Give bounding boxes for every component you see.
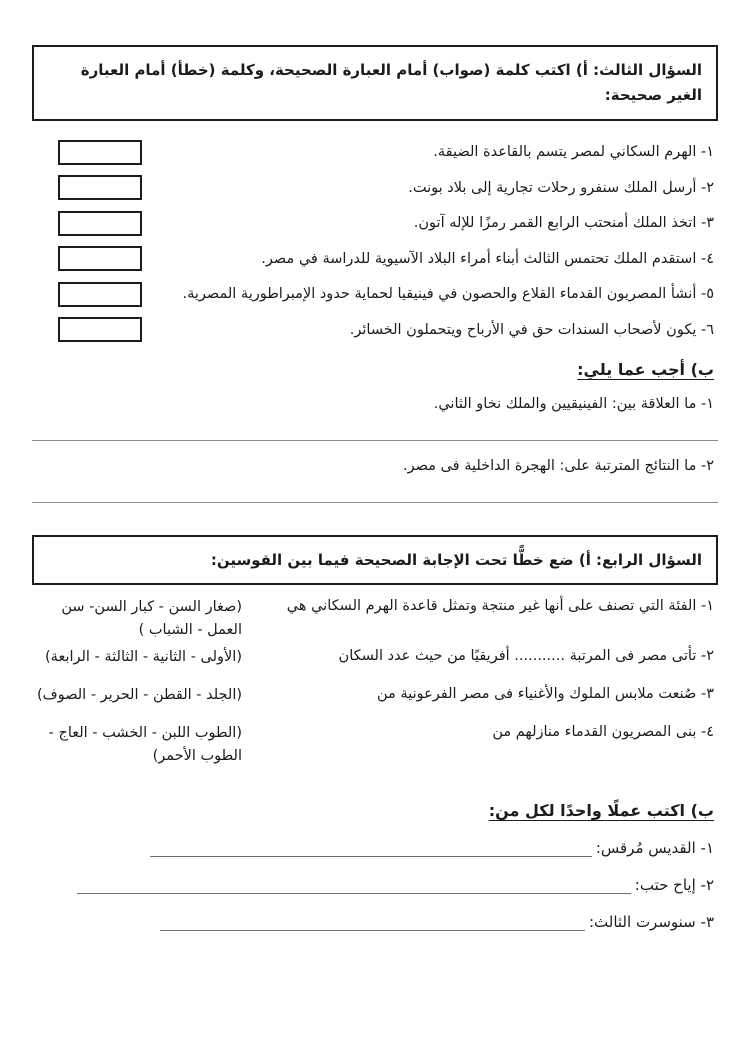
mcq-options[interactable]: (صغار السن - كبار السن- سن العمل - الشباب ) — [61, 599, 242, 638]
question3-header-box — [32, 45, 718, 121]
statement-text: ٣- اتخذ الملك أمنحتب الرابع القمر رمزًا للإله آتون. — [413, 215, 714, 232]
answer-box[interactable] — [58, 211, 142, 236]
mcq-question: ٢- تأتى مصر فى المرتبة ........... أفريقيًا من حيث عدد السكان — [338, 648, 714, 665]
mcq-options[interactable]: (الطوب اللبن - الخشب - العاج - الطوب الأحمر) — [48, 725, 242, 764]
question4-header-box — [32, 535, 718, 586]
mcq-list — [30, 596, 714, 767]
mcq-options[interactable]: (الأولى - الثانية - الثالثة - الرابعة) — [45, 649, 242, 666]
mcq-question: ٤- بنى المصريون القدماء منازلهم من — [492, 724, 714, 741]
fill-item-label: ١- القديس مُرقس: — [595, 839, 714, 858]
true-false-list — [58, 135, 714, 348]
mcq-options[interactable]: (الجلد - القطن - الحرير - الصوف) — [37, 687, 242, 704]
question4-title: السؤال الرابع: أ) ضع خطًّا تحت الإجابة الصحيحة فيما بين القوسين: — [210, 550, 702, 569]
mcq-row — [30, 646, 714, 684]
mcq-row — [30, 722, 714, 767]
q3-part-b-title: ب) أجب عما يلي: — [577, 359, 714, 379]
mcq-question: ٣- صُنعت ملابس الملوك والأغنياء فى مصر الفرعونية من — [377, 686, 714, 703]
fill-item-line[interactable] — [150, 840, 592, 858]
statement-text: ٤- استقدم الملك تحتمس الثالث أبناء أمراء البلاد الآسيوية للدراسة في مصر. — [261, 250, 714, 267]
answer-box[interactable] — [58, 317, 142, 342]
answer-box[interactable] — [58, 282, 142, 307]
statement-text: ٥- أنشأ المصريون القدماء القلاع والحصون في فينيقيا لحماية حدود الإمبراطورية المصرية. — [182, 286, 714, 303]
fill-item-row — [32, 839, 714, 857]
statement-row — [58, 312, 714, 348]
fill-item-row — [32, 876, 714, 894]
statement-row — [58, 135, 714, 171]
q4-part-b-section — [32, 801, 714, 931]
answer-box[interactable] — [58, 175, 142, 200]
mcq-row — [30, 596, 714, 646]
question3-title: السؤال الثالث: أ) اكتب كلمة (صواب) أمام العبارة الصحيحة، وكلمة (خطأ) أمام العبارة الغير صحيحة: — [80, 61, 702, 104]
statement-row — [58, 241, 714, 277]
fill-item-line[interactable] — [77, 877, 631, 895]
essay-question-1: ١- ما العلاقة بين: الفينيقيين والملك نخاو الثاني. — [433, 395, 714, 412]
fill-item-label: ٢- إياح حتب: — [634, 876, 714, 895]
statement-text: ١- الهرم السكاني لمصر يتسم بالقاعدة الضيقة. — [433, 144, 714, 161]
statement-row — [58, 277, 714, 313]
statement-text: ٦- يكون لأصحاب السندات حق في الأرباح ويتحملون الخسائر. — [349, 321, 714, 338]
answer-line-2[interactable] — [32, 501, 718, 503]
essay-question-2: ٢- ما النتائج المترتبة على: الهجرة الداخلية فى مصر. — [403, 457, 714, 474]
statement-row — [58, 170, 714, 206]
answer-box[interactable] — [58, 246, 142, 271]
fill-item-line[interactable] — [160, 914, 585, 932]
statement-row — [58, 206, 714, 242]
answer-line-1[interactable] — [32, 439, 718, 441]
q4-part-b-title: ب) اكتب عملًا واحدًا لكل من: — [488, 801, 714, 821]
fill-item-row — [32, 913, 714, 931]
answer-box[interactable] — [58, 140, 142, 165]
mcq-row — [30, 684, 714, 722]
mcq-question: ١- الفئة التي تصنف على أنها غير منتجة وتمثل قاعدة الهرم السكاني هي — [286, 598, 714, 615]
statement-text: ٢- أرسل الملك سنفرو رحلات تجارية إلى بلاد بونت. — [408, 179, 714, 196]
fill-item-label: ٣- سنوسرت الثالث: — [588, 913, 714, 932]
